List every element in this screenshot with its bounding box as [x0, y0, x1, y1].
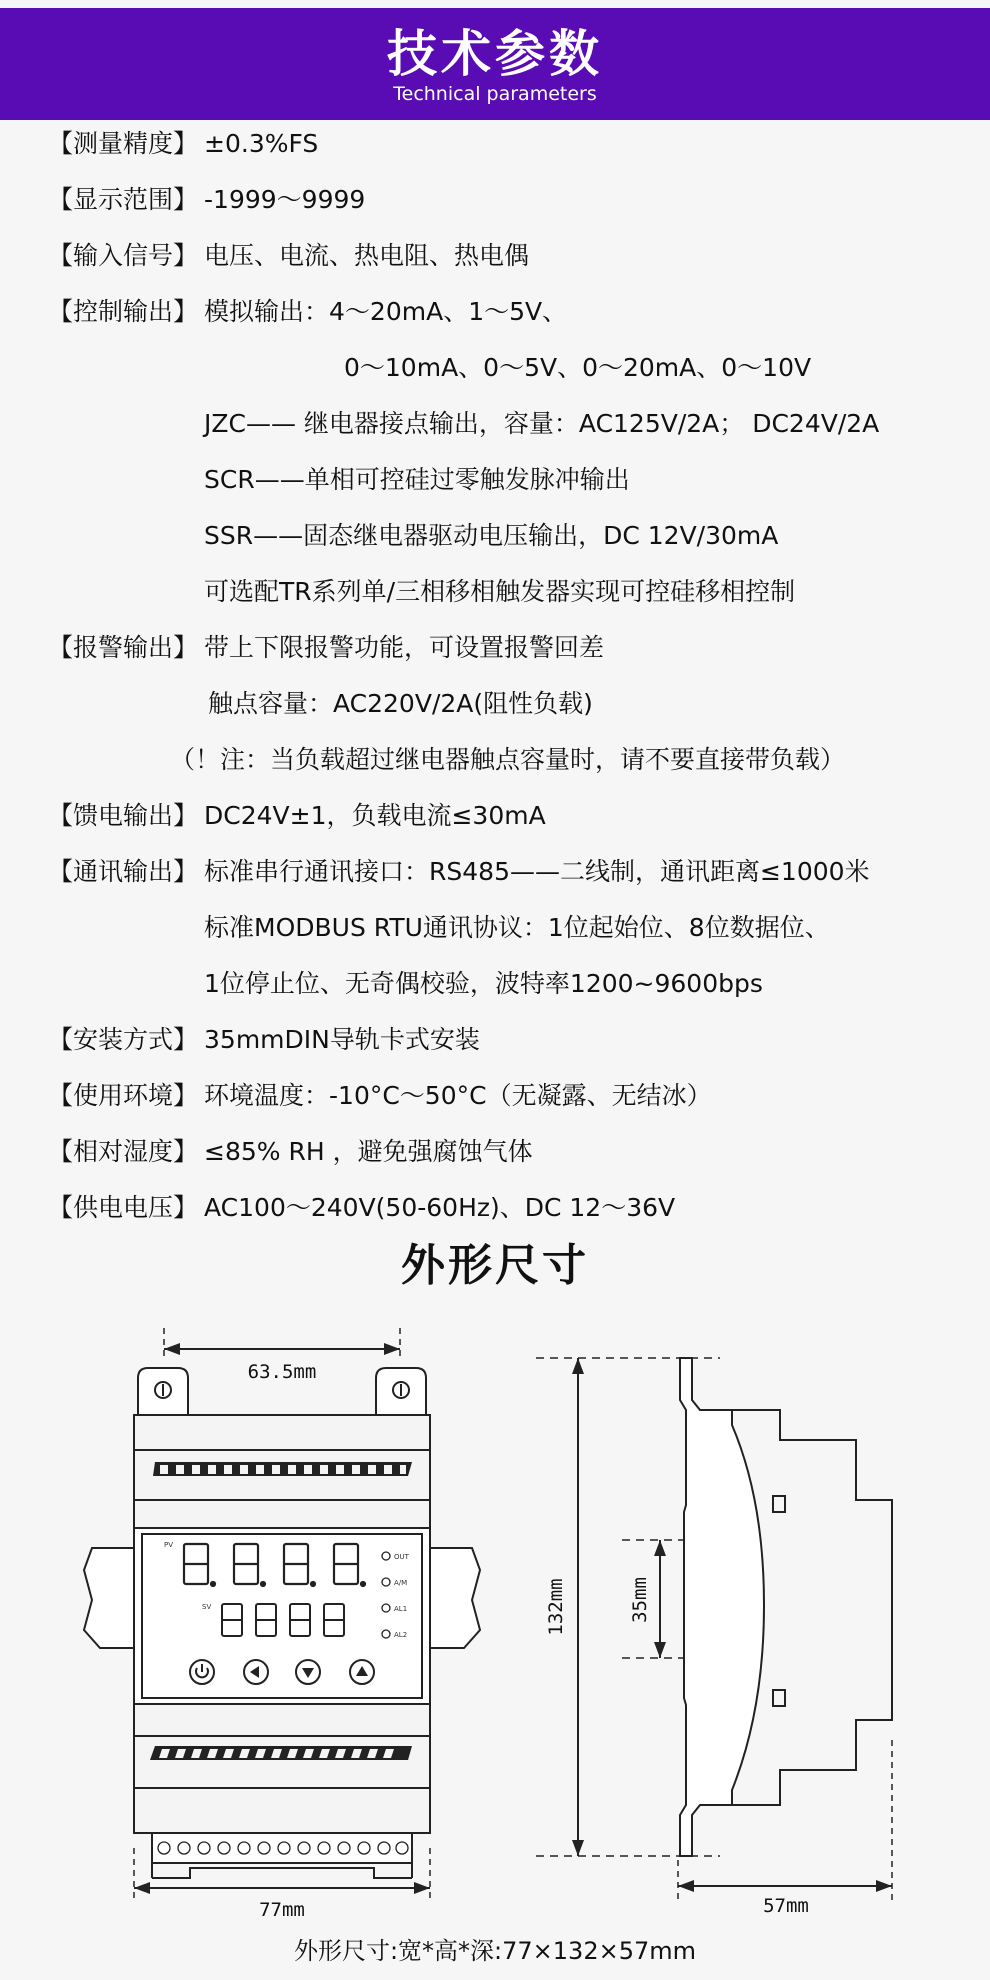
spec-continuation: SSR——固态继电器驱动电压输出，DC 12V/30mA [204, 521, 779, 550]
spec-value: 标准串行通讯接口：RS485——二线制，通讯距离≤1000米 [204, 857, 870, 886]
spec-value: AC100～240V(50-60Hz)、DC 12～36V [204, 1193, 676, 1222]
spec-row-power-supply [48, 1192, 675, 1224]
sv-label: SV [202, 1603, 212, 1611]
spec-label: 【安装方式】 [48, 1025, 199, 1054]
spec-value: DC24V±1，负载电流≤30mA [204, 801, 546, 830]
spec-row-feed-output [48, 800, 546, 832]
depth-label: 57mm [763, 1895, 809, 1917]
spec-label: 【测量精度】 [48, 129, 199, 158]
spec-value: ±0.3%FS [204, 129, 319, 158]
spec-note: （！注：当负载超过继电器触点容量时，请不要直接带负载） [170, 745, 846, 774]
dimension-drawing [0, 1300, 990, 1930]
spec-row-comm-output [48, 856, 870, 888]
spec-label: 【通讯输出】 [48, 857, 199, 886]
spec-label: 【供电电压】 [48, 1193, 199, 1222]
indicator-al1: AL1 [394, 1605, 408, 1613]
spec-row-humidity [48, 1136, 533, 1168]
spec-row-environment [48, 1080, 712, 1112]
spec-label: 【报警输出】 [48, 633, 199, 662]
spec-label: 【使用环境】 [48, 1081, 199, 1110]
width-bottom-label: 77mm [259, 1899, 305, 1921]
page-title: 技术参数 [387, 25, 603, 83]
spec-row-input-signal [48, 240, 529, 272]
spec-row-display-range [48, 184, 365, 216]
spec-value: 35mmDIN导轨卡式安装 [204, 1025, 480, 1054]
width-top-label: 63.5mm [247, 1361, 317, 1383]
pv-label: PV [164, 1541, 174, 1549]
indicator-out: OUT [394, 1553, 409, 1561]
spec-continuation: SCR——单相可控硅过零触发脉冲输出 [204, 465, 630, 494]
spec-label: 【控制输出】 [48, 297, 199, 326]
spec-row-alarm-output [48, 632, 604, 664]
spec-continuation: 触点容量：AC220V/2A(阻性负载) [208, 689, 593, 718]
bottom-vents [150, 1746, 412, 1760]
spec-label: 【馈电输出】 [48, 801, 199, 830]
spec-continuation: JZC—— 继电器接点输出，容量：AC125V/2A； DC24V/2A [204, 409, 880, 438]
spec-continuation: 可选配TR系列单/三相移相触发器实现可控硅移相控制 [204, 577, 796, 606]
rail-label: 35mm [629, 1577, 651, 1623]
spec-value: -1999～9999 [204, 185, 366, 214]
spec-label: 【显示范围】 [48, 185, 199, 214]
spec-value: 环境温度：-10°C～50°C（无凝露、无结冰） [204, 1081, 712, 1110]
spec-label: 【相对湿度】 [48, 1137, 199, 1166]
spec-row-accuracy [48, 128, 318, 160]
spec-row-installation [48, 1024, 480, 1056]
spec-value: ≤85% RH ，避免强腐蚀气体 [204, 1137, 533, 1166]
spec-continuation: 标准MODBUS RTU通讯协议：1位起始位、8位数据位、 [204, 913, 830, 942]
header-banner [0, 8, 990, 120]
spec-value: 带上下限报警功能，可设置报警回差 [204, 633, 605, 662]
indicator-al2: AL2 [394, 1631, 408, 1639]
spec-row-control-output [48, 296, 567, 328]
spec-continuation: 1位停止位、无奇偶校验，波特率1200~9600bps [204, 969, 763, 998]
dimensions-caption: 外形尺寸:宽*高*深:77×132×57mm [293, 1937, 697, 1965]
top-vents [153, 1462, 412, 1476]
spec-continuation: 0～10mA、0～5V、0～20mA、0～10V [344, 353, 812, 382]
front-view [84, 1328, 480, 1878]
spec-value: 电压、电流、热电阻、热电偶 [204, 241, 530, 270]
height-label: 132mm [545, 1578, 567, 1636]
page-subtitle: Technical parameters [393, 83, 597, 105]
indicator-am: A/M [394, 1579, 408, 1587]
side-view [536, 1358, 892, 1900]
spec-value: 模拟输出：4～20mA、1～5V、 [204, 297, 568, 326]
dimensions-title: 外形尺寸 [401, 1240, 589, 1291]
spec-label: 【输入信号】 [48, 241, 199, 270]
